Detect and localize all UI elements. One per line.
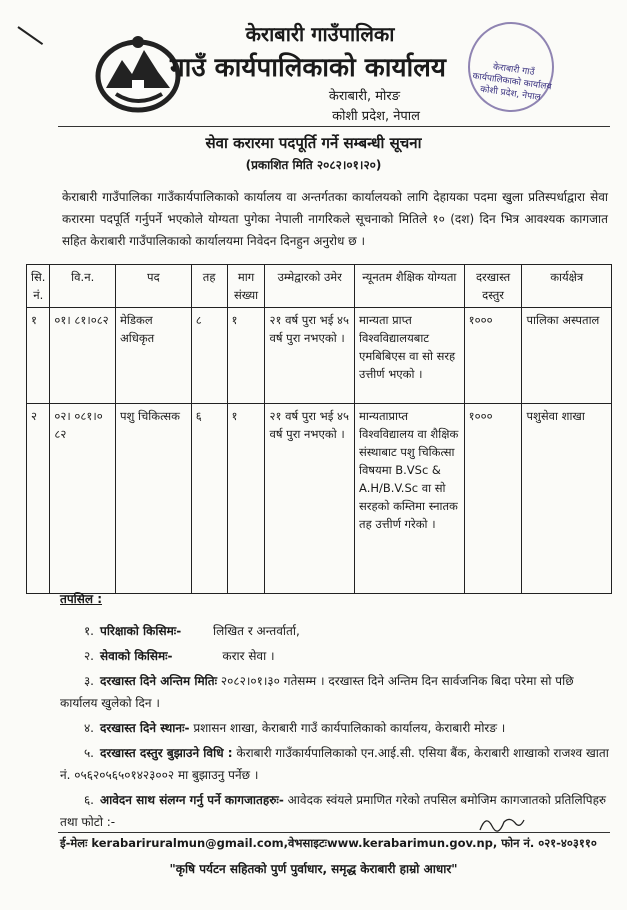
item-label: दरखास्त दिने अन्तिम मितिः (100, 674, 218, 688)
col-header-area: कार्यक्षेत्र (522, 265, 612, 308)
header-divider (58, 126, 610, 127)
cell-post: पशु चिकित्सक (116, 404, 192, 594)
notice-title: सेवा करारमा पदपूर्ति गर्ने सम्बन्धी सूचना (205, 134, 422, 152)
col-header-adv-no: वि.न. (50, 265, 116, 308)
office-name: गाउँ कार्यपालिकाको कार्यालय (170, 53, 446, 83)
item-number: ३. (83, 674, 94, 688)
col-header-level: तह (191, 265, 227, 308)
municipality-name: केराबारी गाउँपालिका (245, 22, 395, 46)
col-header-age: उम्मेद्वारको उमेर (265, 265, 355, 308)
cell-fee: १००० (464, 308, 522, 404)
cell-level: ६ (191, 404, 227, 594)
col-header-sn: सि. नं. (27, 265, 50, 308)
cell-qualification: मान्यताप्राप्त विश्वविद्यालय वा शैक्षिक संस्थाबाट पशु चिकित्सा विषयमा B.VSc & A.H/B.V.Sc वा सो सरहको कम्तिमा स्नातक तह उत्तीर्ण गरेको । (355, 404, 465, 594)
slogan: "कृषि पर्यटन सहितको पुर्ण पुर्वाधार, समृद्ध केराबारी हाम्रो आधार" (169, 862, 458, 876)
cell-adv-no: ०२। ०८१।० ८२ (50, 404, 116, 594)
col-header-demand: माग संख्या (227, 265, 265, 308)
table-row (27, 404, 612, 594)
cell-level: ८ (191, 308, 227, 404)
cell-post: मेडिकल अधिकृत (116, 308, 192, 404)
list-item (60, 742, 612, 786)
item-label: परिक्षाको किसिमः- (100, 624, 182, 638)
footer-divider (58, 832, 610, 833)
posts-table (26, 264, 612, 594)
list-item (60, 789, 612, 833)
cell-age: २१ वर्ष पुरा भई ४५ वर्ष पुरा नभएको । (265, 404, 355, 594)
stamp-text: केराबारी गाउँ कार्यपालिकाको कार्यालय कोशी प्रदेश, नेपाल (471, 62, 553, 104)
details-heading: तपसिल : (60, 592, 102, 606)
cell-qualification: मान्यता प्राप्त विश्वविद्यालयबाट एमबिबिएस वा सो सरह उत्तीर्ण भएको । (355, 308, 465, 404)
item-value: केराबारी गाउँकार्यपालिकाको एन.आई.सी. एसिया बैंक, केराबारी शाखाको राजश्व खाता नं. ०५६२०५६५०१४२३००२ मा बुझाउनु पर्नेछ । (60, 746, 609, 782)
list-item (60, 717, 612, 739)
item-number: ४. (83, 721, 94, 735)
cell-demand: १ (227, 404, 265, 594)
col-header-qualification: न्यूनतम शैक्षिक योग्यता (355, 265, 465, 308)
item-value: प्रशासन शाखा, केराबारी गाउँ कार्यपालिकाको कार्यालय, केराबारी मोरङ । (193, 721, 506, 735)
item-value: २०८२।०१।३० गतेसम्म । दरखास्त दिने अन्तिम दिन सार्वजनिक बिदा परेमा सो पछि कार्यालय खुलेको दिन । (60, 674, 574, 710)
item-number: १. (83, 624, 94, 638)
details-list (60, 620, 612, 836)
item-value: लिखित र अन्तर्वार्ता, (213, 624, 300, 638)
list-item (60, 645, 612, 667)
cell-area: पालिका अस्पताल (522, 308, 612, 404)
cell-sn: १ (27, 308, 50, 404)
table-row (27, 308, 612, 404)
cell-age: २१ वर्ष पुरा भई ४५ वर्ष पुरा नभएको । (265, 308, 355, 404)
list-item (60, 620, 612, 642)
cell-area: पशुसेवा शाखा (522, 404, 612, 594)
col-header-fee: दरखास्त दस्तुर (464, 265, 522, 308)
contact-line: ई-मेलः kerabariruralmun@gmail.com,वेभसाइटःwww.kerabarimun.gov.np, फोन नं. ०२१-४०३११० (60, 836, 597, 850)
item-value: करार सेवा । (222, 649, 275, 663)
office-province: कोशी प्रदेश, नेपाल (332, 109, 420, 124)
item-number: २. (83, 649, 94, 663)
publish-date: (प्रकाशित मिति २०८२।०१।२०) (245, 158, 382, 172)
item-number: ५. (83, 746, 94, 760)
item-number: ६. (83, 793, 94, 807)
cell-adv-no: ०१। ८१।०८२ (50, 308, 116, 404)
signature (476, 808, 526, 838)
list-item (60, 670, 612, 714)
item-label: दरखास्त दिने स्थानः- (100, 721, 190, 735)
notice-intro: केराबारी गाउँपालिका गाउँकार्यपालिकाको कार्यालय वा अन्तर्गतका कार्यालयको लागि देहायका पदमा खुला प्रतिस्पर्धाद्वारा सेवा करारमा पदपूर्ति गर्नुपर्ने भएकोले योग्यता पुगेका नेपाली नागरिकले सूचनाको मितिले १० (दश) दिन भित्र आवश्यक कागजात सहित केराबारी गाउँपालिकाको कार्यालयमा निवेदन दिनहुन अनुरोध छ । (62, 190, 608, 248)
col-header-post: पद (116, 265, 192, 308)
item-value: आवेदक स्वंयले प्रमाणित गरेको तपसिल बमोजिम कागजातको प्रतिलिपिहरु तथा फोटो :- (60, 793, 607, 829)
cell-sn: २ (27, 404, 50, 594)
item-label: दरखास्त दस्तुर बुझाउने विधि : (100, 746, 233, 760)
office-place: केराबारी, मोरङ (328, 89, 400, 104)
cell-fee: १००० (464, 404, 522, 594)
cell-demand: १ (227, 308, 265, 404)
item-label: सेवाको किसिमः- (100, 649, 173, 663)
table-header-row (27, 265, 612, 308)
item-label: आवेदन साथ संलग्न गर्नु पर्ने कागजातहरुः- (100, 793, 284, 807)
pen-mark (17, 26, 43, 45)
